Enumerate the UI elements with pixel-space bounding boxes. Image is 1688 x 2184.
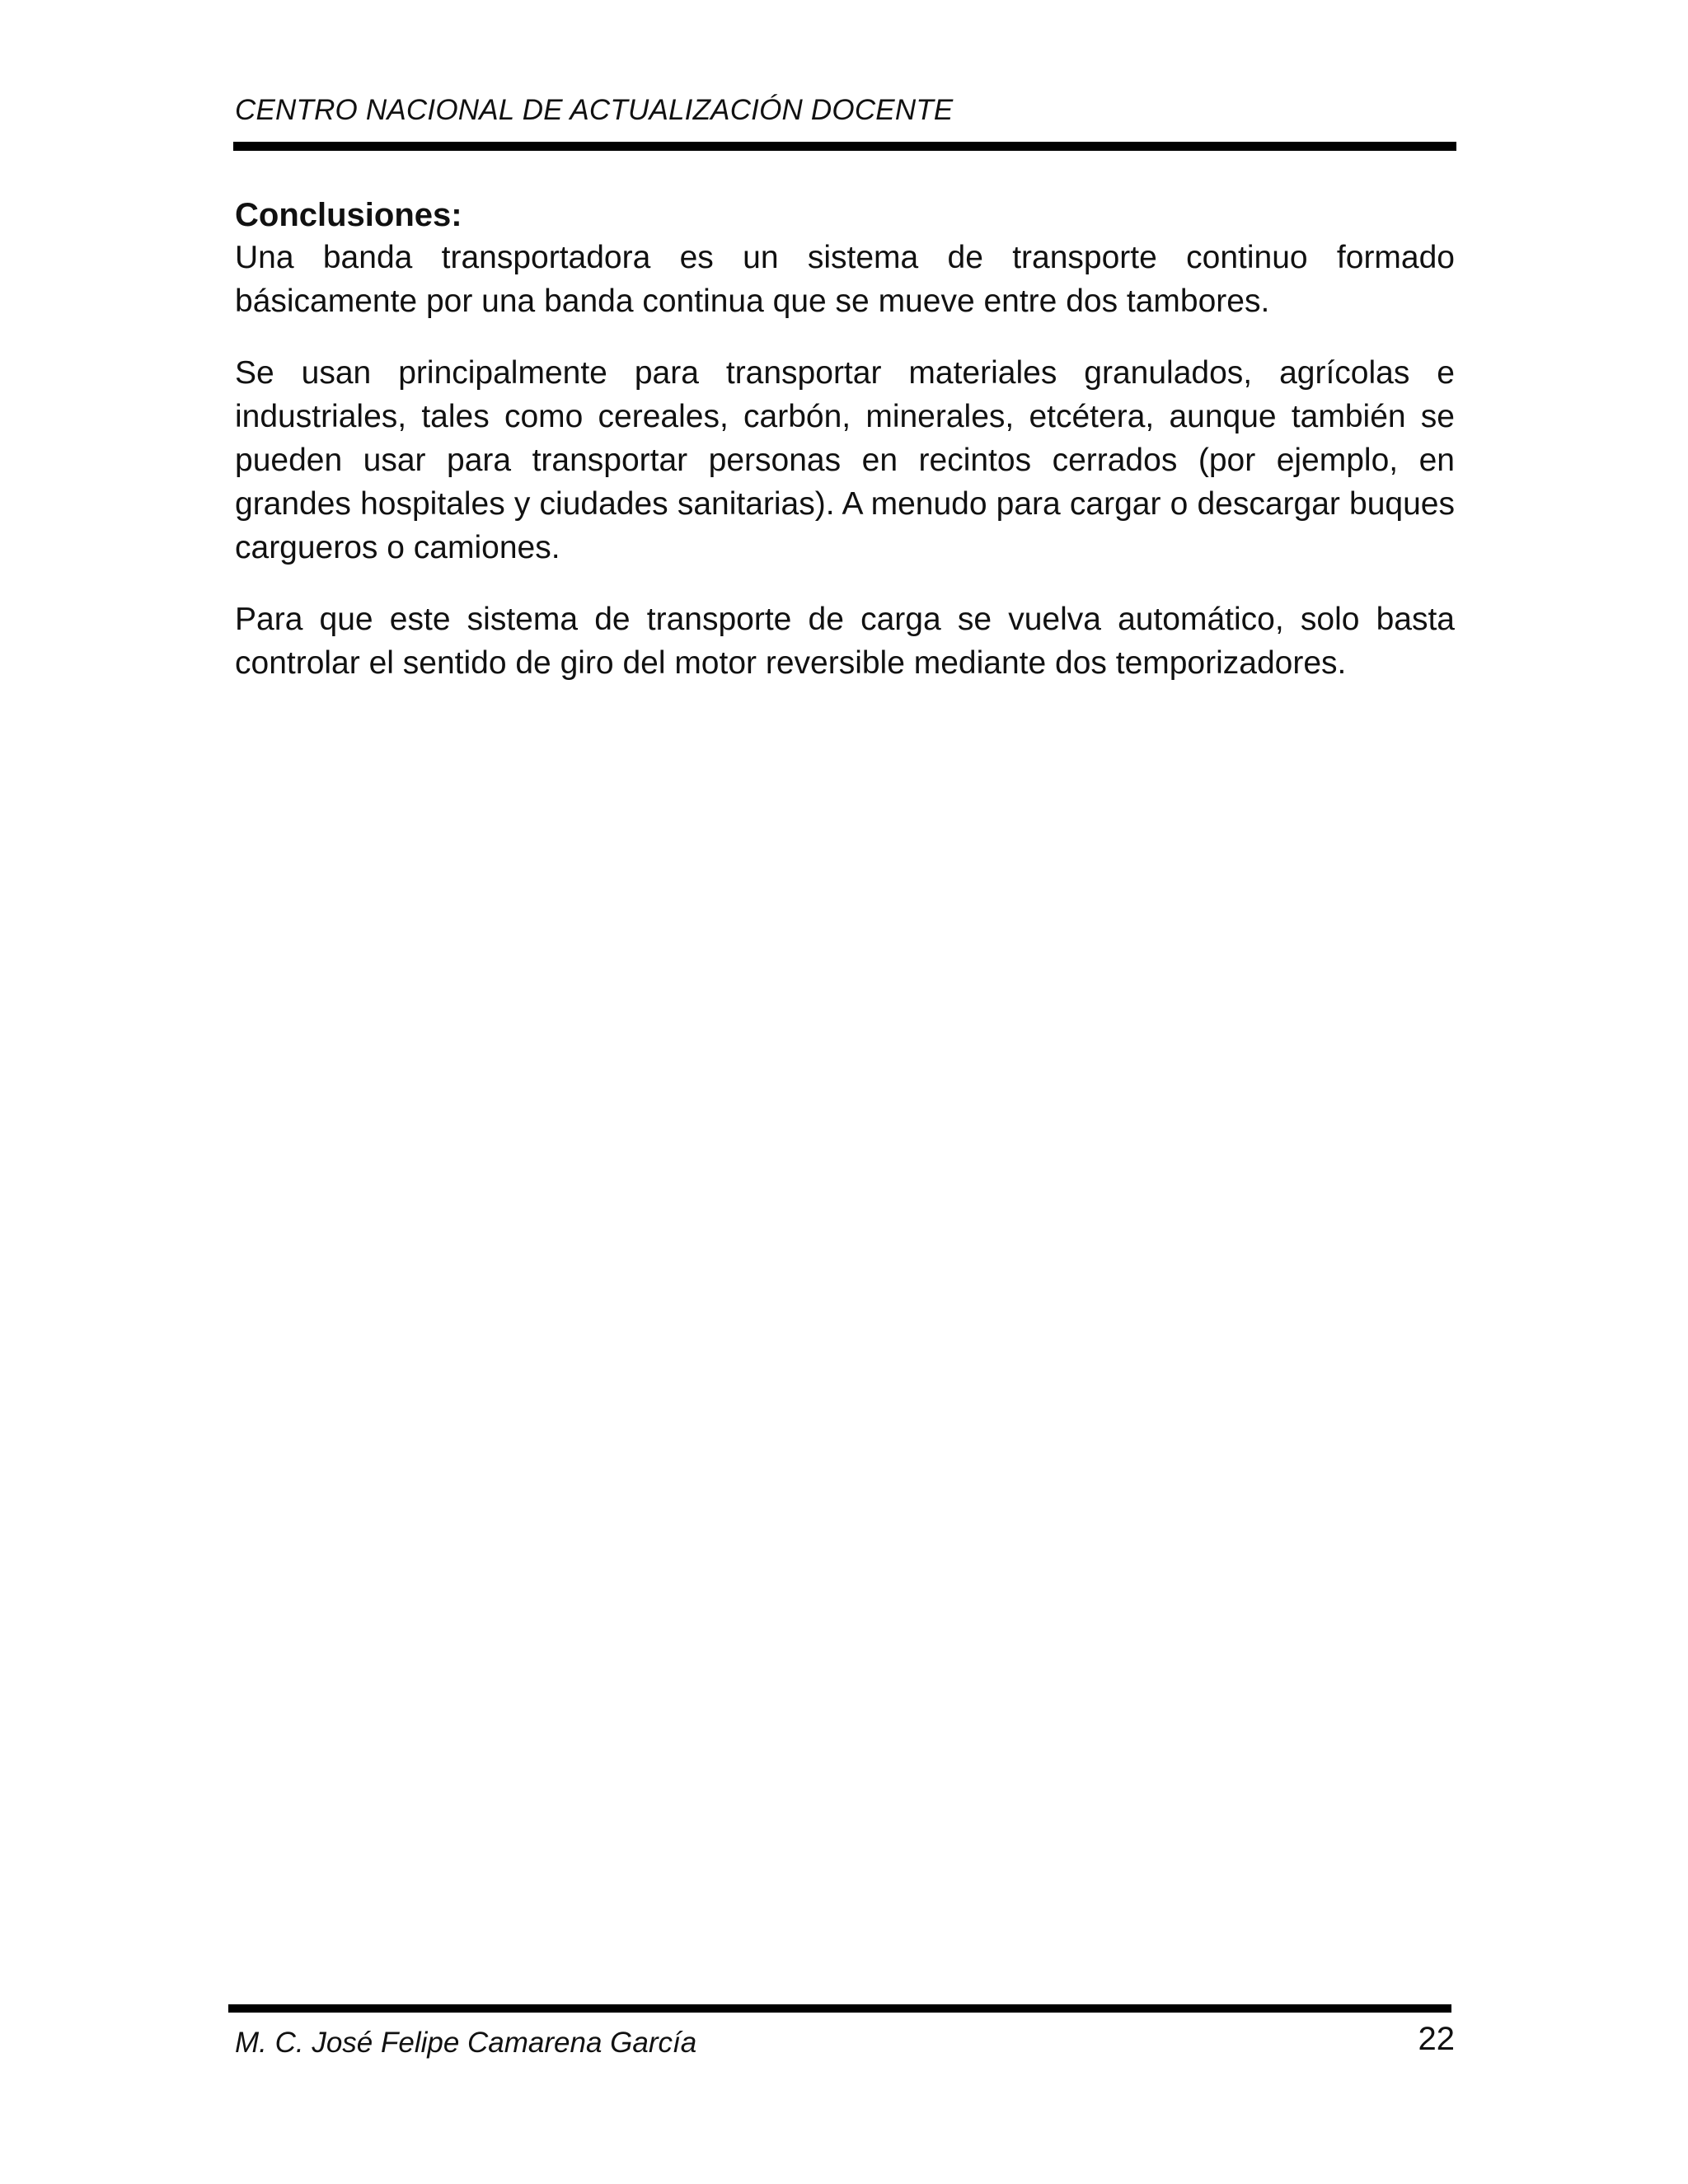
header-divider	[233, 142, 1456, 151]
paragraph-1: Una banda transportadora es un sistema de transporte continuo formado básicamente por una banda continua que se mueve entre dos tambores.	[235, 240, 1455, 319]
paragraph-3: Para que este sistema de transporte de carga se vuelva automático, solo basta controlar el sentido de giro del motor reversible mediante dos temporizadores.	[235, 602, 1455, 681]
section-heading: Conclusiones:	[235, 197, 462, 233]
page-header-title: CENTRO NACIONAL DE ACTUALIZACIÓN DOCENTE	[235, 94, 954, 126]
paragraph-2: Se usan principalmente para transportar materiales granulados, agrícolas e industriales, tales como cereales, carbón, minerales, etcétera, aunque también se pueden usar para transportar personas en recintos cerrados (por ejemplo, en grandes hospitales y ciudades sanitarias). A menudo para cargar o descargar buques cargueros o camiones.	[235, 355, 1455, 565]
page-number: 22	[1418, 2021, 1455, 2057]
main-content	[235, 194, 1455, 713]
footer-author: M. C. José Felipe Camarena García	[235, 2027, 697, 2059]
footer-divider	[228, 2004, 1451, 2013]
